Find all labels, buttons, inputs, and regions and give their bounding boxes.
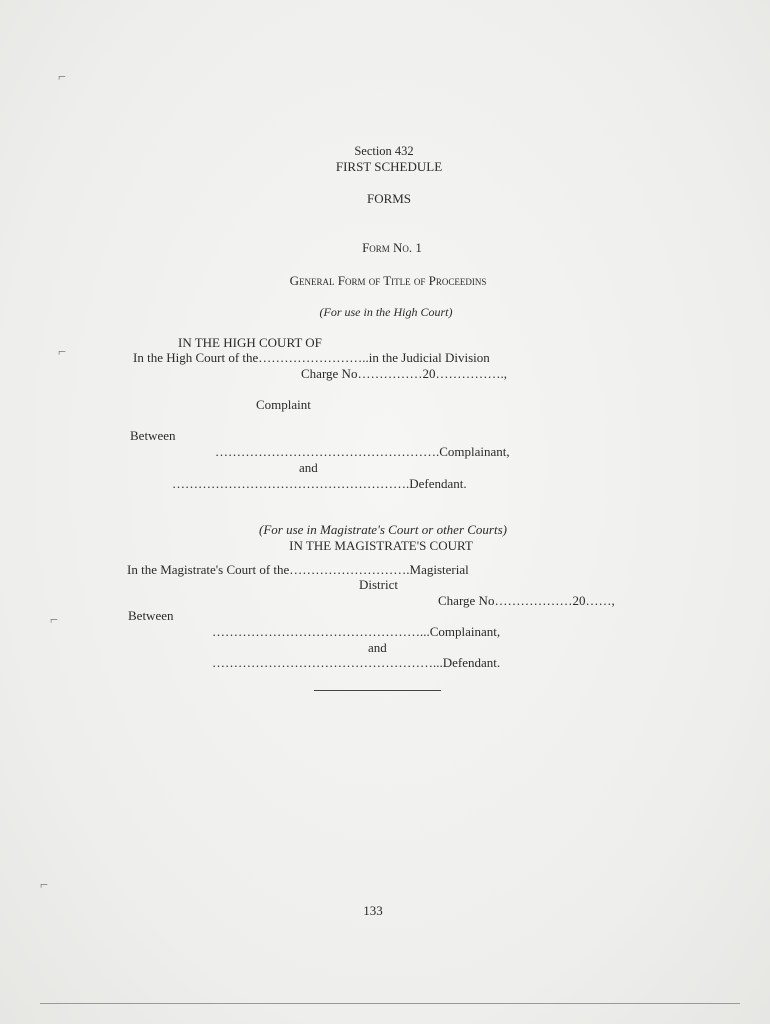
scan-mark: ⌐: [58, 345, 66, 360]
high-court-complainant-line: …………………………………………….Complainant,: [215, 444, 510, 459]
form-title: General Form of Title of Proceedins: [289, 273, 487, 288]
magistrate-between: Between: [128, 608, 174, 623]
magistrate-complainant-line: …………………………………………...Complainant,: [212, 624, 501, 639]
forms-heading: FORMS: [366, 191, 412, 206]
magistrate-charge-line: Charge No………………20……,: [438, 593, 615, 608]
section-number: Section 432: [354, 144, 414, 158]
complaint-label: Complaint: [256, 397, 311, 412]
high-court-division-line: In the High Court of the……………………..in the Judicial Division: [133, 350, 490, 365]
schedule-title: FIRST SCHEDULE: [335, 159, 443, 174]
high-court-charge-line: Charge No……………20…………….,: [301, 366, 507, 381]
end-rule: [314, 690, 441, 691]
magistrate-use-note: (For use in Magistrate's Court or other Courts): [259, 522, 507, 537]
scan-mark: ⌐: [40, 878, 48, 893]
scan-edge-line: [40, 1003, 740, 1004]
high-court-defendant-line: ……………………………………………….Defendant.: [172, 476, 467, 491]
high-court-heading: IN THE HIGH COURT OF: [178, 335, 322, 350]
high-court-and: and: [299, 460, 318, 475]
form-number: Form No. 1: [362, 240, 422, 255]
magistrate-and: and: [368, 640, 387, 655]
high-court-use-note: (For use in the High Court): [319, 305, 453, 319]
magistrate-district: District: [359, 577, 398, 592]
scan-mark: ⌐: [50, 613, 58, 628]
scan-mark: ⌐: [58, 70, 66, 85]
page-number: 133: [363, 903, 383, 918]
magistrate-court-heading: IN THE MAGISTRATE'S COURT: [289, 538, 473, 553]
magistrate-court-line: In the Magistrate's Court of the……………………….Magisterial: [127, 562, 469, 577]
magistrate-defendant-line: ……………………………………………...Defendant.: [212, 655, 501, 670]
high-court-between: Between: [130, 428, 176, 443]
